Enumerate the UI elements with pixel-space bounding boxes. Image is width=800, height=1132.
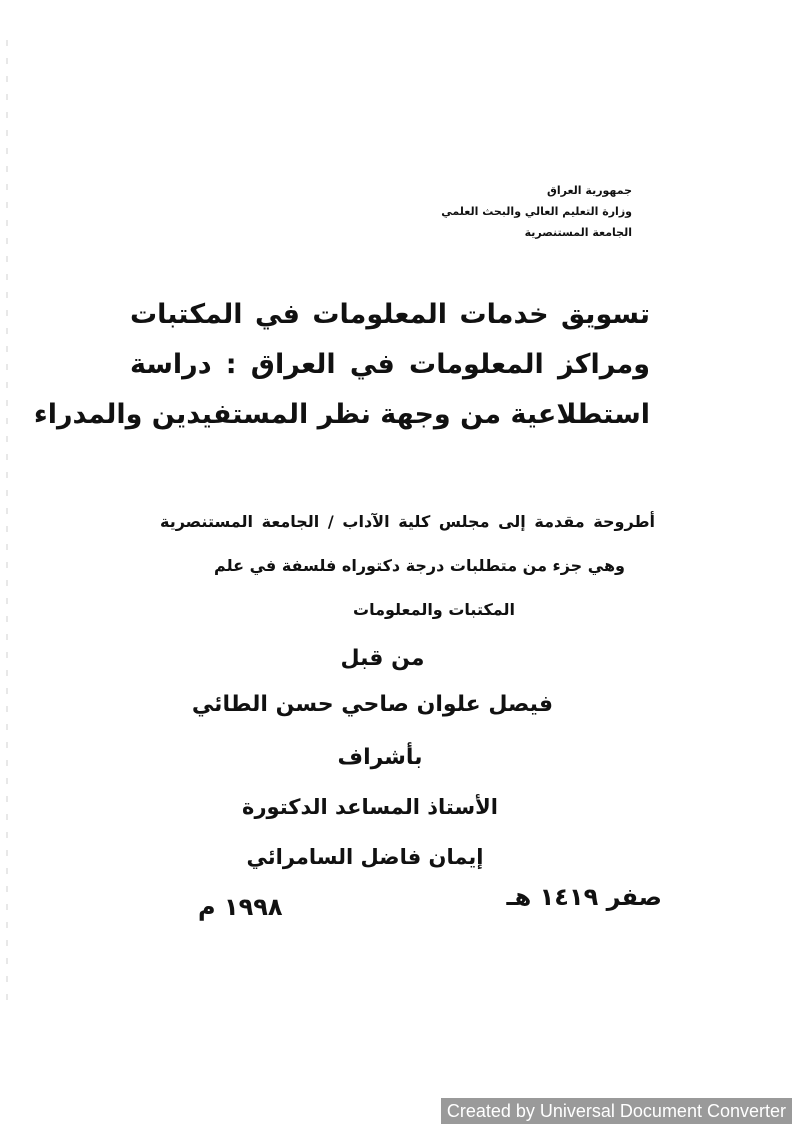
institution-header: [412, 180, 632, 243]
gregorian-date: ١٩٩٨ م: [198, 893, 283, 921]
ministry-name: وزارة التعليم العالي والبحث العلمي: [441, 205, 632, 218]
country-name: جمهورية العراق: [547, 184, 632, 197]
thesis-line-1: أطروحة مقدمة إلى مجلس كلية الآداب / الجامعة المستنصرية: [160, 512, 655, 531]
hijri-date: صفر ١٤١٩ هـ: [506, 883, 662, 911]
thesis-line-2: وهي جزء من متطلبات درجة دكتوراه فلسفة في علم: [214, 556, 625, 575]
title-line-2: ومراكز المعلومات في العراق : دراسة: [130, 349, 650, 380]
supervision-label: بأشراف: [337, 745, 423, 770]
title-line-1: تسويق خدمات المعلومات في المكتبات: [130, 299, 650, 330]
university-name: الجامعة المستنصرية: [524, 226, 632, 239]
thesis-title: [33, 290, 650, 440]
supervisor-rank: الأستاذ المساعد الدكتورة: [242, 795, 498, 819]
by-label: من قبل: [340, 646, 425, 671]
thesis-line-3: المكتبات والمعلومات: [353, 600, 515, 619]
title-line-3: استطلاعية من وجهة نظر المستفيدين والمدراء: [33, 399, 650, 430]
converter-watermark: Created by Universal Document Converter: [441, 1098, 792, 1124]
thesis-statement: [160, 500, 655, 632]
author-name: فيصل علوان صاحي حسن الطائي: [191, 692, 554, 717]
supervisor-name: إيمان فاضل السامرائي: [246, 845, 484, 869]
